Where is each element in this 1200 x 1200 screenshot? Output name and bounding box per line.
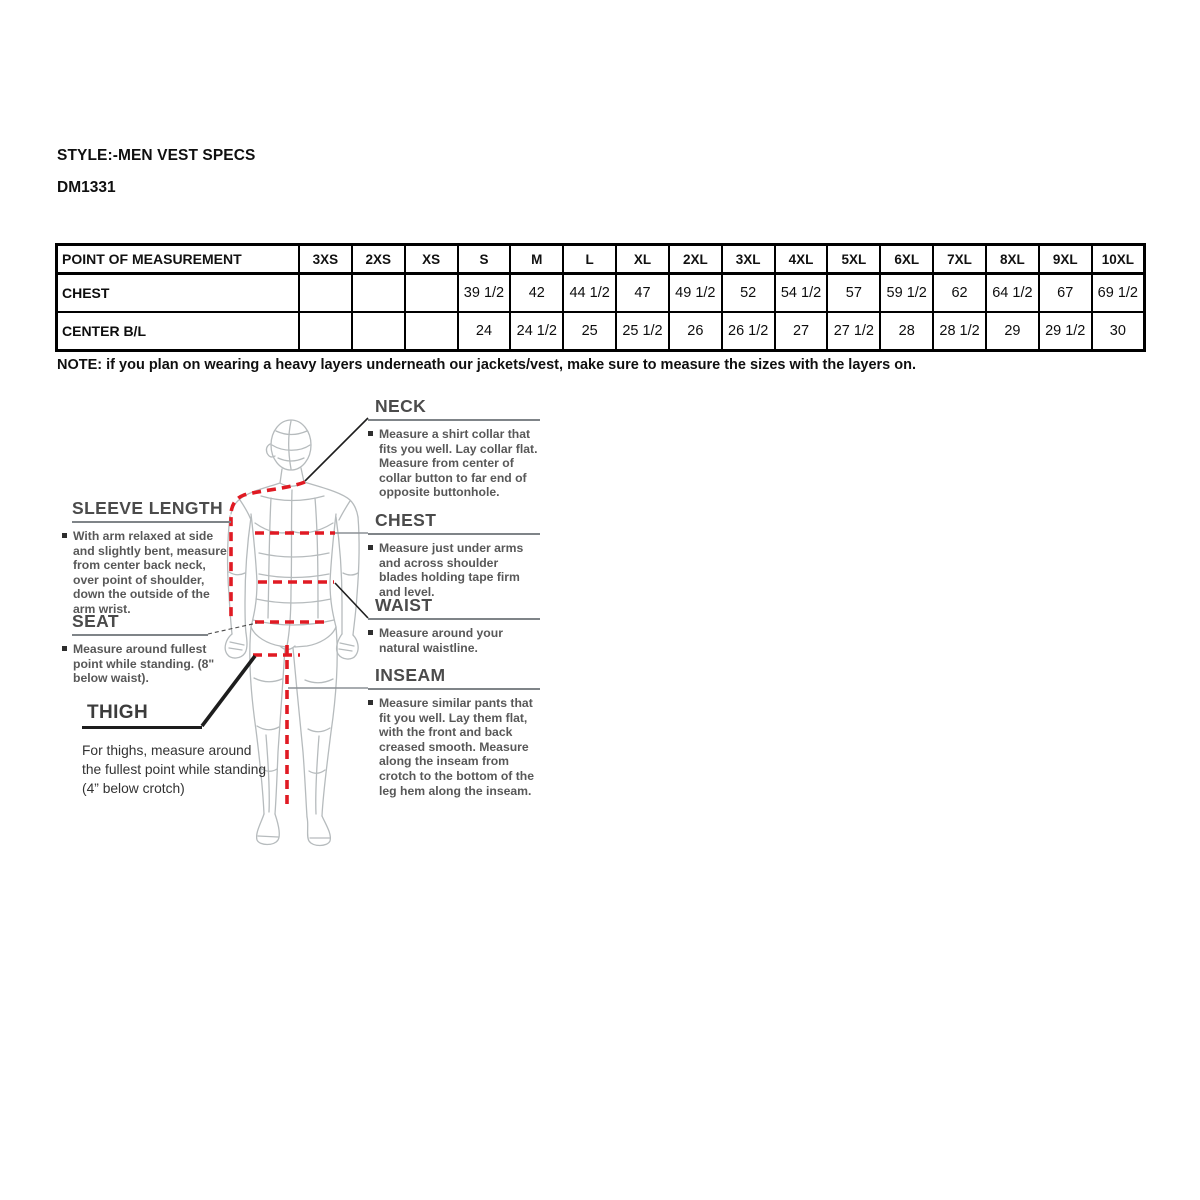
col-header-size: 4XL <box>775 245 828 274</box>
thigh-label: THIGH <box>82 702 202 729</box>
inseam-label-block <box>368 665 540 798</box>
size-value-cell: 26 <box>669 312 722 351</box>
style-code: DM1331 <box>57 179 116 196</box>
col-header-size: 2XS <box>352 245 405 274</box>
chest-desc: Measure just under arms and across shoulder blades holding tape firm and level. <box>379 541 524 599</box>
size-value-cell <box>299 274 352 313</box>
neck-label: NECK <box>368 396 540 421</box>
size-value-cell: 27 1/2 <box>827 312 880 351</box>
sleeve-length-label: SLEEVE LENGTH <box>72 498 231 523</box>
waist-label-block <box>368 595 540 655</box>
table-row <box>57 274 1145 313</box>
size-value-cell: 25 <box>563 312 616 351</box>
neck-label-block <box>368 396 540 500</box>
size-value-cell: 59 1/2 <box>880 274 933 313</box>
size-value-cell: 29 <box>986 312 1039 351</box>
waist-desc: Measure around your natural waistline. <box>379 626 503 655</box>
size-value-cell: 44 1/2 <box>563 274 616 313</box>
col-header-size: 10XL <box>1092 245 1145 274</box>
neck-desc: Measure a shirt collar that fits you well. Lay collar flat. Measure from center of collar button to far end of opposite buttonhole. <box>379 427 538 500</box>
size-value-cell <box>352 274 405 313</box>
size-value-cell: 62 <box>933 274 986 313</box>
size-value-cell: 28 <box>880 312 933 351</box>
bullet-square-icon <box>62 646 67 651</box>
col-header-size: M <box>510 245 563 274</box>
size-value-cell: 47 <box>616 274 669 313</box>
size-value-cell: 52 <box>722 274 775 313</box>
size-value-cell: 28 1/2 <box>933 312 986 351</box>
bullet-square-icon <box>62 533 67 538</box>
col-header-size: 5XL <box>827 245 880 274</box>
col-header-point-of-measurement: POINT OF MEASUREMENT <box>57 245 300 274</box>
sleeve-length-desc: With arm relaxed at side and slightly bent, measure from center back neck, over point of shoulder, down the outside of the arm wrist. <box>73 529 227 616</box>
size-value-cell: 49 1/2 <box>669 274 722 313</box>
thigh-desc: For thighs, measure around the fullest point while standing (4” below crotch) <box>82 743 267 796</box>
size-value-cell: 54 1/2 <box>775 274 828 313</box>
thigh-label-block <box>82 702 267 798</box>
chest-label-block <box>368 510 540 599</box>
size-value-cell: 25 1/2 <box>616 312 669 351</box>
size-value-cell: 69 1/2 <box>1092 274 1145 313</box>
seat-label-block <box>72 611 215 686</box>
size-value-cell <box>405 274 458 313</box>
col-header-size: XL <box>616 245 669 274</box>
bullet-square-icon <box>368 431 373 436</box>
size-table-header <box>57 245 1145 274</box>
size-table-body <box>57 274 1145 351</box>
bullet-square-icon <box>368 700 373 705</box>
inseam-desc: Measure similar pants that fit you well. Lay them flat, with the front and back creased smooth. Measure along the inseam from crotch to the bottom of the leg hem along the inseam. <box>379 696 535 798</box>
col-header-size: 3XL <box>722 245 775 274</box>
col-header-size: 3XS <box>299 245 352 274</box>
chest-label: CHEST <box>368 510 540 535</box>
col-header-size: 9XL <box>1039 245 1092 274</box>
seat-desc: Measure around fullest point while standing. (8" below waist). <box>73 642 215 686</box>
size-value-cell: 26 1/2 <box>722 312 775 351</box>
row-label: CHEST <box>57 274 300 313</box>
waist-label: WAIST <box>368 595 540 620</box>
size-value-cell: 42 <box>510 274 563 313</box>
col-header-size: 6XL <box>880 245 933 274</box>
col-header-size: L <box>563 245 616 274</box>
size-value-cell: 24 <box>458 312 511 351</box>
bullet-square-icon <box>368 630 373 635</box>
size-value-cell <box>405 312 458 351</box>
note-text: NOTE: if you plan on wearing a heavy layers underneath our jackets/vest, make sure to measure the sizes with the layers on. <box>57 357 917 373</box>
size-value-cell <box>352 312 405 351</box>
waist-leader-line <box>335 583 368 618</box>
size-table <box>55 243 1146 352</box>
size-value-cell: 29 1/2 <box>1039 312 1092 351</box>
size-value-cell: 24 1/2 <box>510 312 563 351</box>
style-title: STYLE:-MEN VEST SPECS <box>57 147 256 164</box>
col-header-size: S <box>458 245 511 274</box>
sleeve-length-label-block <box>72 498 231 617</box>
size-value-cell: 30 <box>1092 312 1145 351</box>
seat-label: SEAT <box>72 611 208 636</box>
col-header-size: 2XL <box>669 245 722 274</box>
size-value-cell <box>299 312 352 351</box>
size-value-cell: 39 1/2 <box>458 274 511 313</box>
size-value-cell: 64 1/2 <box>986 274 1039 313</box>
seat-leader-line <box>208 623 257 634</box>
col-header-size: 8XL <box>986 245 1039 274</box>
inseam-label: INSEAM <box>368 665 540 690</box>
bullet-square-icon <box>368 545 373 550</box>
measurement-diagram <box>55 390 547 860</box>
size-value-cell: 27 <box>775 312 828 351</box>
table-row <box>57 312 1145 351</box>
neck-leader-line <box>305 418 368 481</box>
col-header-size: 7XL <box>933 245 986 274</box>
col-header-size: XS <box>405 245 458 274</box>
size-value-cell: 67 <box>1039 274 1092 313</box>
row-label: CENTER B/L <box>57 312 300 351</box>
size-value-cell: 57 <box>827 274 880 313</box>
